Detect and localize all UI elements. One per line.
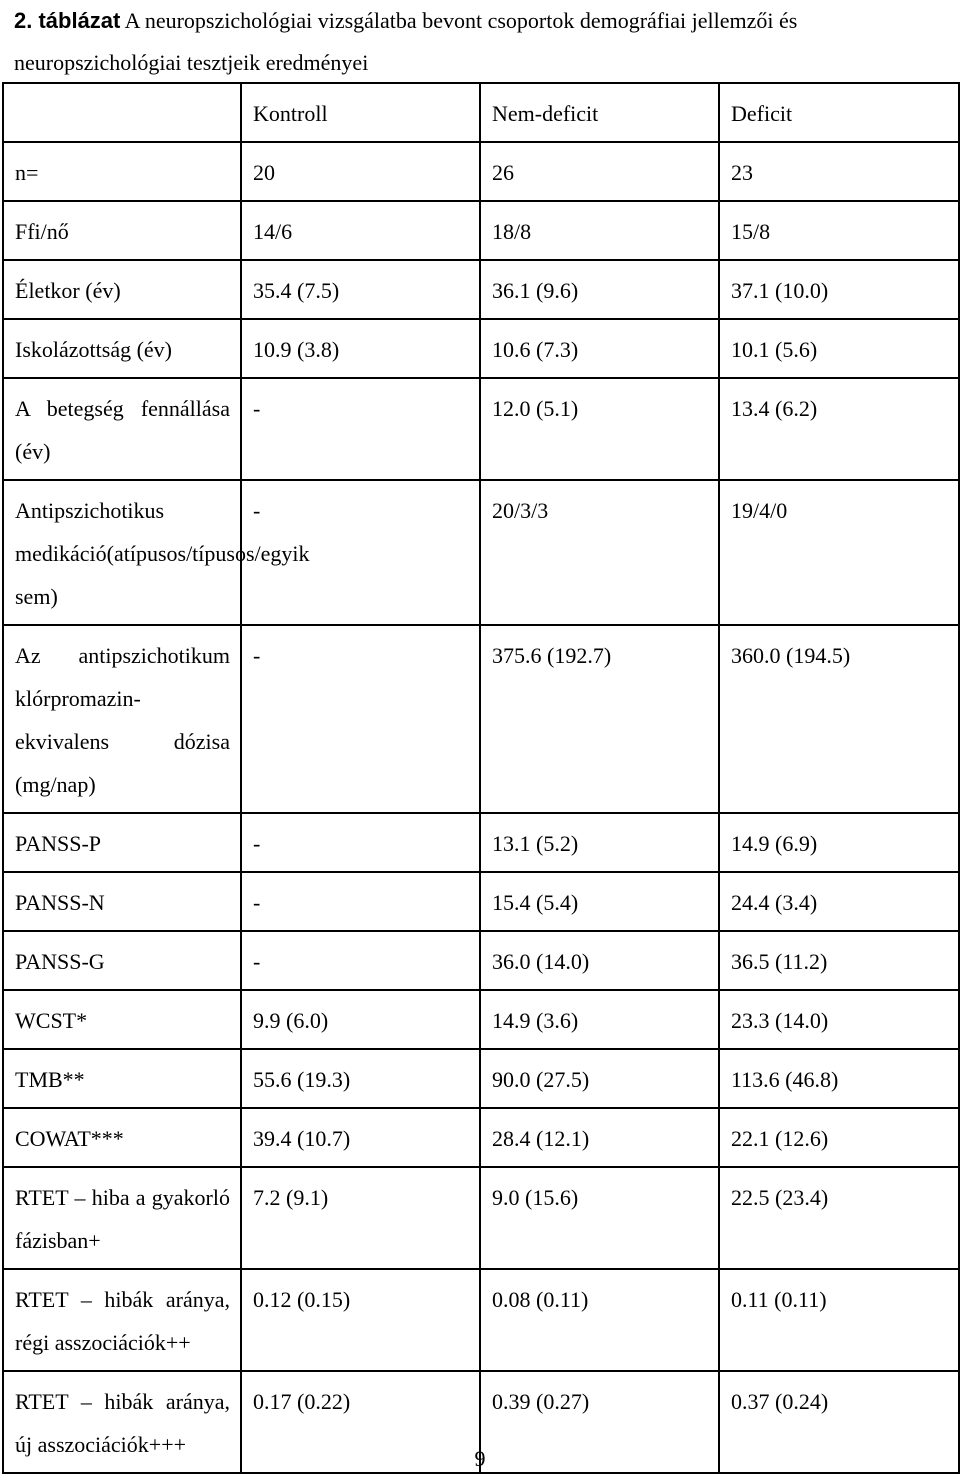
table-row — [3, 625, 959, 813]
table-row — [3, 1167, 959, 1269]
value-cell: - — [241, 813, 480, 872]
table-row — [3, 990, 959, 1049]
results-table — [2, 82, 960, 1474]
value-cell: 26 — [480, 142, 719, 201]
row-label-cell: TMB** — [3, 1049, 241, 1108]
table-row — [3, 931, 959, 990]
table-row — [3, 1108, 959, 1167]
table-row — [3, 201, 959, 260]
value-cell: 113.6 (46.8) — [719, 1049, 959, 1108]
value-cell: 0.11 (0.11) — [719, 1269, 959, 1371]
table-caption — [14, 0, 944, 84]
table-row — [3, 480, 959, 625]
value-cell: 375.6 (192.7) — [480, 625, 719, 813]
table-row — [3, 260, 959, 319]
value-cell: 22.1 (12.6) — [719, 1108, 959, 1167]
row-label-cell: Ffi/nő — [3, 201, 241, 260]
row-label-cell: RTET – hiba a gyakorló fázisban+ — [3, 1167, 241, 1269]
value-cell: 39.4 (10.7) — [241, 1108, 480, 1167]
value-cell: 10.1 (5.6) — [719, 319, 959, 378]
value-cell: 0.08 (0.11) — [480, 1269, 719, 1371]
value-cell: 14.9 (6.9) — [719, 813, 959, 872]
table-number: 2. táblázat — [14, 8, 121, 33]
value-cell: 14.9 (3.6) — [480, 990, 719, 1049]
row-label-cell: WCST* — [3, 990, 241, 1049]
row-label-cell: Életkor (év) — [3, 260, 241, 319]
value-cell: 0.37 (0.24) — [719, 1371, 959, 1473]
value-cell: 10.9 (3.8) — [241, 319, 480, 378]
table-row — [3, 872, 959, 931]
row-label-cell: Az antipszichotikum klórpromazin-ekvivalens dózisa (mg/nap) — [3, 625, 241, 813]
row-label-cell: Iskolázottság (év) — [3, 319, 241, 378]
value-cell: 22.5 (23.4) — [719, 1167, 959, 1269]
value-cell: 12.0 (5.1) — [480, 378, 719, 480]
value-cell: 18/8 — [480, 201, 719, 260]
table-row — [3, 378, 959, 480]
row-label-cell: RTET – hibák aránya, régi asszociációk++ — [3, 1269, 241, 1371]
table-row — [3, 319, 959, 378]
value-cell: 15/8 — [719, 201, 959, 260]
value-cell: 0.12 (0.15) — [241, 1269, 480, 1371]
value-cell: 9.9 (6.0) — [241, 990, 480, 1049]
header-cell-nem-deficit: Nem-deficit — [480, 83, 719, 142]
value-cell: 90.0 (27.5) — [480, 1049, 719, 1108]
table-row — [3, 1049, 959, 1108]
value-cell: 13.4 (6.2) — [719, 378, 959, 480]
value-cell: 28.4 (12.1) — [480, 1108, 719, 1167]
table-body — [3, 83, 959, 1473]
value-cell: 36.5 (11.2) — [719, 931, 959, 990]
value-cell: - — [241, 625, 480, 813]
value-cell: 20/3/3 — [480, 480, 719, 625]
row-label-cell: PANSS-N — [3, 872, 241, 931]
value-cell: 55.6 (19.3) — [241, 1049, 480, 1108]
row-label-cell: n= — [3, 142, 241, 201]
row-label-cell: Antipszichotikus medikáció(atípusos/típusos/egyik sem) — [3, 480, 241, 625]
value-cell: 24.4 (3.4) — [719, 872, 959, 931]
value-cell: 23.3 (14.0) — [719, 990, 959, 1049]
table-row — [3, 813, 959, 872]
value-cell: - — [241, 931, 480, 990]
value-cell: 0.39 (0.27) — [480, 1371, 719, 1473]
value-cell: 10.6 (7.3) — [480, 319, 719, 378]
value-cell: - — [241, 480, 480, 625]
value-cell: 35.4 (7.5) — [241, 260, 480, 319]
value-cell: - — [241, 378, 480, 480]
value-cell: 19/4/0 — [719, 480, 959, 625]
value-cell: 7.2 (9.1) — [241, 1167, 480, 1269]
header-cell-empty — [3, 83, 241, 142]
value-cell: 37.1 (10.0) — [719, 260, 959, 319]
value-cell: 0.17 (0.22) — [241, 1371, 480, 1473]
header-cell-deficit: Deficit — [719, 83, 959, 142]
table-title: A neuropszichológiai vizsgálatba bevont csoportok demográfiai jellemzői és neuropszichológiai tesztjeik eredményei — [14, 8, 798, 75]
value-cell: 20 — [241, 142, 480, 201]
table-row — [3, 1269, 959, 1371]
value-cell: 9.0 (15.6) — [480, 1167, 719, 1269]
header-cell-kontroll: Kontroll — [241, 83, 480, 142]
row-label-cell: PANSS-G — [3, 931, 241, 990]
table-row — [3, 142, 959, 201]
value-cell: 15.4 (5.4) — [480, 872, 719, 931]
value-cell: 36.1 (9.6) — [480, 260, 719, 319]
value-cell: - — [241, 872, 480, 931]
page-number: 9 — [474, 1446, 486, 1471]
value-cell: 14/6 — [241, 201, 480, 260]
value-cell: 13.1 (5.2) — [480, 813, 719, 872]
value-cell: 36.0 (14.0) — [480, 931, 719, 990]
value-cell: 23 — [719, 142, 959, 201]
table-header-row — [3, 83, 959, 142]
row-label-cell: PANSS-P — [3, 813, 241, 872]
row-label-cell: COWAT*** — [3, 1108, 241, 1167]
row-label-cell: A betegség fennállása (év) — [3, 378, 241, 480]
row-label-cell: RTET – hibák aránya, új asszociációk+++ — [3, 1371, 241, 1473]
value-cell: 360.0 (194.5) — [719, 625, 959, 813]
